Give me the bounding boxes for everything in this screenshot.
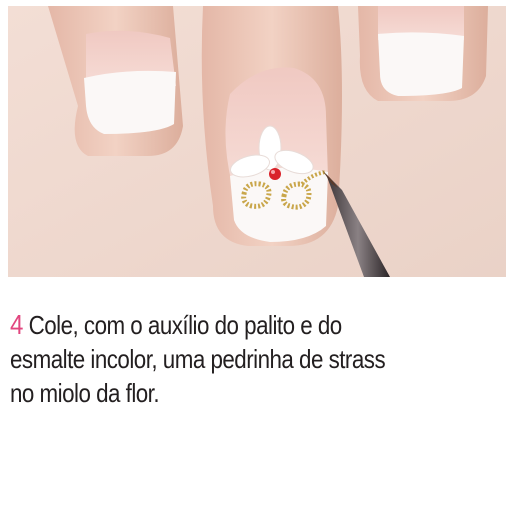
step-caption xyxy=(10,308,502,410)
step-number: 4 xyxy=(10,309,23,340)
left-nail-french-tip xyxy=(84,71,176,134)
nail-art-photo xyxy=(8,6,506,277)
caption-line-1 xyxy=(10,308,502,342)
strass-stone xyxy=(269,168,281,180)
middle-finger xyxy=(202,6,342,246)
right-finger xyxy=(358,6,488,101)
caption-line-1-text: Cole, com o auxílio do palito e do xyxy=(28,310,342,340)
caption-line-2: esmalte incolor, uma pedrinha de strass xyxy=(10,344,386,374)
nail-art-illustration xyxy=(8,6,506,277)
middle-nail-french-tip xyxy=(230,168,328,242)
caption-line-3: no miolo da flor. xyxy=(10,378,160,408)
right-nail-french-tip xyxy=(378,32,464,96)
